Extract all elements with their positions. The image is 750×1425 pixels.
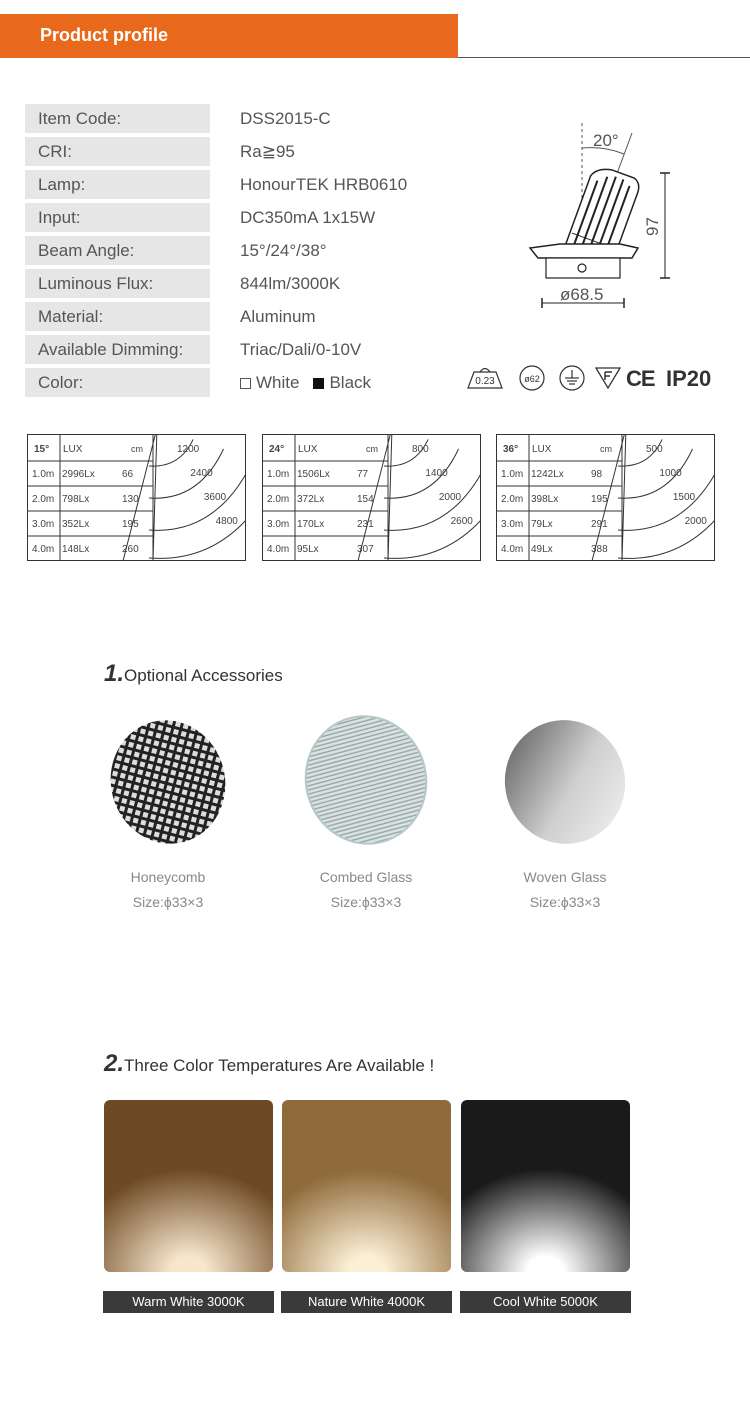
certification-icons — [466, 364, 726, 394]
beam-distance: 4.0m — [501, 544, 524, 555]
beam-lux-value: 148Lx — [62, 544, 90, 555]
beam-distance: 1.0m — [267, 469, 290, 480]
beam-distance: 2.0m — [32, 494, 55, 505]
accessory-name: Combed Glass — [319, 869, 413, 885]
beam-cm-value: 154 — [357, 494, 374, 505]
accessory-size: Size:ϕ33×3 — [132, 894, 204, 910]
spec-label: Color: — [25, 368, 210, 397]
beam-cm-value: 231 — [357, 519, 374, 530]
cutout-label: ø62 — [524, 374, 540, 384]
section-number: 1. — [104, 660, 125, 687]
weight-icon — [466, 364, 504, 390]
beam-distance: 2.0m — [267, 494, 290, 505]
diameter-label: ø68.5 — [560, 285, 604, 304]
accessory-name: Honeycomb — [130, 869, 206, 885]
accessory-woven-glass — [485, 710, 645, 915]
beam-distance: 1.0m — [501, 469, 524, 480]
honeycomb-image — [88, 710, 248, 860]
spec-row-lamp — [25, 170, 455, 199]
cutout-icon — [518, 364, 546, 392]
header-divider — [458, 57, 750, 58]
spec-row-cri — [25, 137, 455, 166]
beam-distance: 4.0m — [32, 544, 55, 555]
ip-rating: IP20 — [666, 366, 712, 391]
spec-label: Item Code: — [25, 104, 210, 133]
beam-arc-label: 2400 — [190, 468, 213, 479]
beam-distance: 4.0m — [267, 544, 290, 555]
white-swatch-icon — [240, 378, 251, 389]
beam-lux-value: 1506Lx — [297, 469, 330, 480]
color-options — [240, 368, 371, 397]
accessory-honeycomb — [88, 710, 248, 915]
beam-lux-value: 352Lx — [62, 519, 90, 530]
beam-lux-header: LUX — [63, 444, 83, 455]
beam-arc-label: 4800 — [215, 516, 238, 527]
beam-lux-header: LUX — [298, 444, 318, 455]
beam-arc-label: 800 — [411, 444, 429, 455]
beam-chart-svg — [262, 434, 481, 561]
temperatures-heading — [104, 1050, 434, 1078]
beam-lux-header: LUX — [532, 444, 552, 455]
beam-arc-label: 1000 — [659, 468, 682, 479]
temp-label: Cool White 5000K — [460, 1291, 631, 1313]
spec-value: Aluminum — [240, 307, 316, 326]
spec-value: HonourTEK HRB0610 — [240, 175, 408, 194]
beam-cm-value: 388 — [591, 544, 608, 555]
beam-distance: 3.0m — [501, 519, 524, 530]
spec-row-material — [25, 302, 455, 331]
height-label: 97 — [643, 217, 662, 236]
beam-lux-value: 1242Lx — [531, 469, 564, 480]
beam-cm-value: 307 — [357, 544, 374, 555]
temp-nature-white — [282, 1100, 451, 1309]
beam-lux-value: 398Lx — [531, 494, 559, 505]
beam-distance: 2.0m — [501, 494, 524, 505]
woven-glass-image — [485, 710, 645, 860]
earth-ground-icon — [558, 364, 586, 392]
section-title-text: Three Color Temperatures Are Available ! — [124, 1056, 435, 1075]
beam-arc-label: 3600 — [203, 492, 227, 503]
beam-chart-svg — [27, 434, 246, 561]
spec-row-luminous-flux — [25, 269, 455, 298]
spec-label: Lamp: — [25, 170, 210, 199]
luminaire-drawing-svg — [520, 118, 680, 313]
spec-label: Luminous Flux: — [25, 269, 210, 298]
beam-lux-value: 170Lx — [297, 519, 325, 530]
spec-row-beam-angle — [25, 236, 455, 265]
header-title: Product profile — [40, 25, 169, 45]
spec-value: Ra≧95 — [240, 142, 295, 161]
black-swatch-icon — [313, 378, 324, 389]
beam-lux-value: 49Lx — [531, 544, 553, 555]
beam-chart-24 — [262, 434, 481, 561]
beam-chart-svg — [496, 434, 715, 561]
accessory-combed-glass — [286, 710, 446, 915]
technical-drawing — [520, 118, 680, 313]
beam-cm-value: 195 — [591, 494, 608, 505]
spec-label: Available Dimming: — [25, 335, 210, 364]
beam-cm-value: 98 — [591, 469, 603, 480]
beam-cm-value: 130 — [122, 494, 139, 505]
spec-row-item-code — [25, 104, 455, 133]
accessory-size: Size:ϕ33×3 — [330, 894, 402, 910]
spec-value: 15°/24°/38° — [240, 241, 327, 260]
beam-arc-label: 500 — [645, 444, 663, 455]
header-bar — [0, 14, 458, 58]
temp-label: Warm White 3000K — [103, 1291, 274, 1313]
f-mark-icon — [594, 364, 622, 390]
beam-distance: 1.0m — [32, 469, 55, 480]
beam-lux-value: 2996Lx — [62, 469, 95, 480]
beam-chart-15 — [27, 434, 246, 561]
beam-arc-label: 2000 — [438, 492, 462, 503]
spec-value: Triac/Dali/0-10V — [240, 340, 362, 359]
beam-cm-value: 195 — [122, 519, 139, 530]
accessory-name: Woven Glass — [523, 869, 607, 885]
beam-cm-header: cm — [366, 444, 378, 454]
spec-value: DC350mA 1x15W — [240, 208, 376, 227]
beam-angle-label: 15° — [34, 444, 50, 455]
beam-cm-value: 260 — [122, 544, 139, 555]
spec-label: Material: — [25, 302, 210, 331]
nature-white-swatch — [282, 1100, 451, 1272]
cool-white-swatch — [461, 1100, 630, 1272]
temp-cool-white — [461, 1100, 630, 1309]
spec-label: CRI: — [25, 137, 210, 166]
spec-value: DSS2015-C — [240, 109, 331, 128]
beam-lux-value: 798Lx — [62, 494, 90, 505]
beam-angle-label: 24° — [269, 444, 285, 455]
beam-cm-value: 66 — [122, 469, 134, 480]
section-title-text: Optional Accessories — [124, 666, 283, 685]
spec-label: Beam Angle: — [25, 236, 210, 265]
beam-lux-value: 372Lx — [297, 494, 325, 505]
beam-arc-label: 1400 — [425, 468, 448, 479]
beam-cm-value: 77 — [357, 469, 369, 480]
combed-glass-image — [286, 710, 446, 860]
beam-arc-label: 1200 — [176, 444, 200, 455]
beam-distance: 3.0m — [267, 519, 290, 530]
weight-label: 0.23 — [475, 376, 495, 387]
spec-row-color — [25, 368, 455, 397]
beam-arc-label: 2000 — [684, 516, 707, 527]
product-profile-header — [0, 14, 750, 58]
beam-cm-header: cm — [600, 444, 612, 454]
accessory-size: Size:ϕ33×3 — [529, 894, 601, 910]
color-white-label: White — [256, 373, 300, 392]
tilt-label: 20° — [593, 131, 619, 150]
temp-warm-white — [104, 1100, 273, 1309]
beam-chart-36 — [496, 434, 715, 561]
beam-angle-label: 36° — [503, 444, 519, 455]
beam-arc-label: 1500 — [672, 492, 696, 503]
beam-lux-value: 95Lx — [297, 544, 319, 555]
spec-row-dimming — [25, 335, 455, 364]
spec-table — [25, 104, 455, 401]
section-number: 2. — [104, 1050, 125, 1077]
beam-distance: 3.0m — [32, 519, 55, 530]
temp-label: Nature White 4000K — [281, 1291, 452, 1313]
spec-value: 844lm/3000K — [240, 274, 341, 293]
ce-mark-icon: CE — [626, 366, 655, 391]
spec-row-input — [25, 203, 455, 232]
beam-cm-value: 291 — [591, 519, 608, 530]
beam-lux-value: 79Lx — [531, 519, 553, 530]
accessories-heading — [104, 660, 283, 688]
beam-cm-header: cm — [131, 444, 143, 454]
beam-arc-label: 2600 — [450, 516, 473, 527]
warm-white-swatch — [104, 1100, 273, 1272]
color-black-label: Black — [329, 373, 372, 392]
spec-label: Input: — [25, 203, 210, 232]
